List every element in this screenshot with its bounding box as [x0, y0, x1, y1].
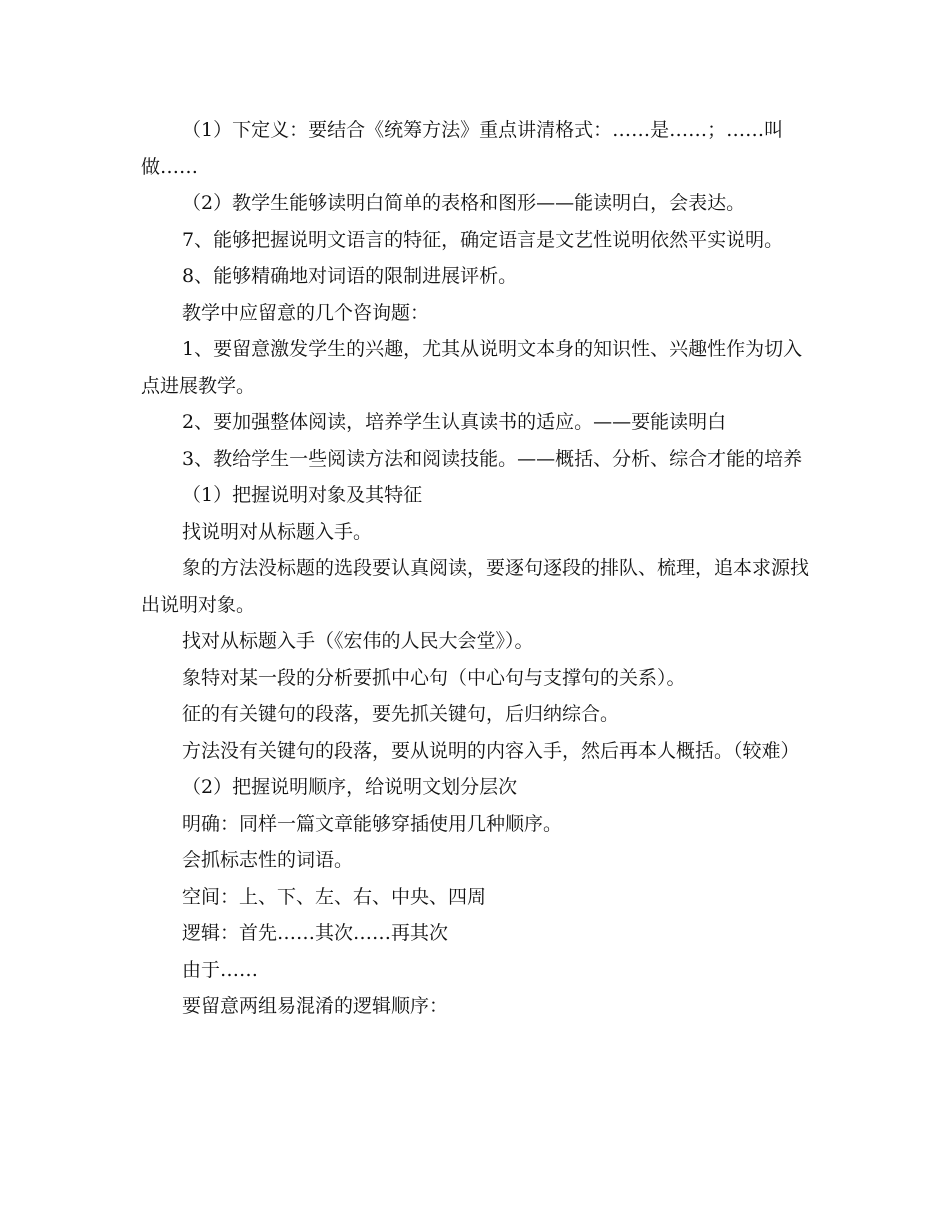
paragraph-word-limits: 8、能够精确地对词语的限制进展评析。	[182, 265, 518, 287]
paragraph-definition: （1）下定义：要结合《统筹方法》重点讲清格式：……是……；……叫做……	[141, 119, 784, 178]
paragraph-confusing-orders: 要留意两组易混淆的逻辑顺序：	[182, 995, 449, 1017]
document-body	[141, 112, 821, 1025]
paragraph-no-key-sentence: 方法没有关键句的段落，要从说明的内容入手，然后再本人概括。（较难）	[182, 739, 800, 762]
paragraph-reading-methods: 3、教给学生一些阅读方法和阅读技能。——概括、分析、综合才能的培养	[182, 447, 803, 470]
paragraph-object-features: （1）把握说明对象及其特征	[182, 484, 423, 506]
paragraph-title-example: 找对从标题入手（《宏伟的人民大会堂》）。	[182, 630, 534, 652]
paragraph-logical: 逻辑：首先……其次……再其次	[182, 922, 449, 944]
paragraph-teaching-issues: 教学中应留意的几个咨询题：	[182, 301, 430, 324]
paragraph-no-title: 象的方法没标题的选段要认真阅读，要逐句逐段的排队、梳理，追本求源找出说明对象。	[141, 557, 810, 616]
paragraph-tables-figures: （2）教学生能够读明白简单的表格和图形——能读明白，会表达。	[182, 192, 746, 214]
paragraph-language-features: 7、能够把握说明文语言的特征，确定语言是文艺性说明依然平实说明。	[182, 228, 784, 251]
paragraph-find-from-title: 找说明对从标题入手。	[182, 520, 373, 543]
paragraph-spatial: 空间：上、下、左、右、中央、四周	[182, 885, 487, 908]
paragraph-central-sentence: 象特对某一段的分析要抓中心句（中心句与支撑句的关系）。	[182, 666, 686, 689]
paragraph-explanation-order: （2）把握说明顺序，给说明文划分层次	[182, 776, 518, 798]
paragraph-interest: 1、要留意激发学生的兴趣，尤其从说明文本身的知识性、兴趣性作为切入点进展教学。	[141, 338, 803, 397]
paragraph-mixed-orders: 明确：同样一篇文章能够穿插使用几种顺序。	[182, 812, 563, 835]
paragraph-marker-words: 会抓标志性的词语。	[182, 849, 354, 871]
paragraph-key-sentence: 征的有关键句的段落，要先抓关键句，后归纳综合。	[182, 703, 620, 725]
paragraph-because: 由于……	[182, 958, 259, 981]
paragraph-whole-reading: 2、要加强整体阅读，培养学生认真读书的适应。——要能读明白	[182, 411, 727, 433]
